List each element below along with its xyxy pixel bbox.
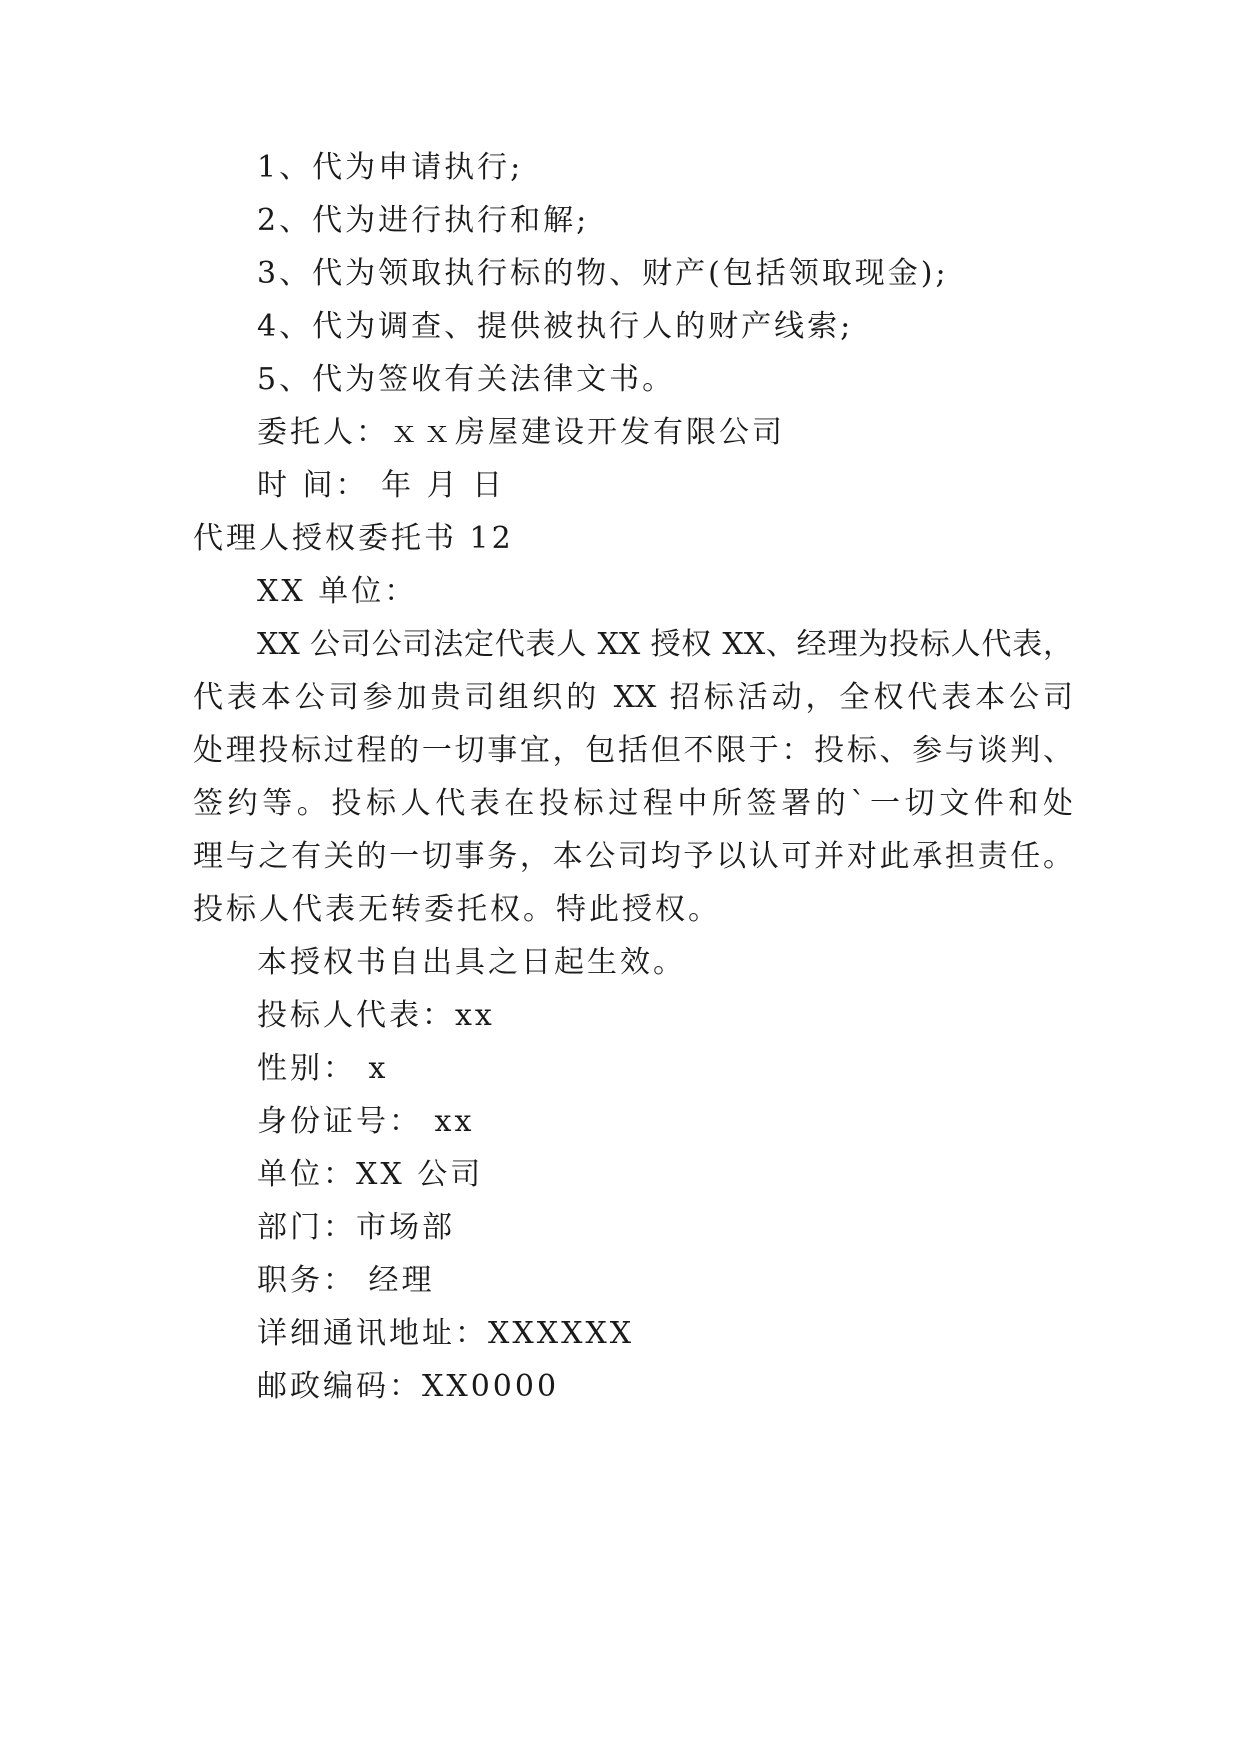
field-unit: 单位：XX 公司 [257,1157,484,1192]
body-paragraph-line-6: 投标人代表无转委托权。特此授权。 [193,892,721,927]
authorization-item-2: 2、代为进行执行和解; [257,203,590,238]
field-gender: 性别： x [257,1051,389,1086]
body-paragraph-line-3: 处理投标过程的一切事宜，包括但不限于：投标、参与谈判、 [193,733,1073,768]
authorization-item-3: 3、代为领取执行标的物、财产(包括领取现金); [257,256,949,291]
addressee-line: XX 单位： [257,574,418,609]
body-paragraph-line-4: 签约等。投标人代表在投标过程中所签署的`一切文件和处 [193,786,1073,821]
authorization-item-5: 5、代为签收有关法律文书。 [257,362,676,397]
body-paragraph-line-1: XX 公司公司法定代表人 XX 授权 XX、经理为投标人代表， [257,627,1073,662]
section-title: 代理人授权委托书 12 [193,521,514,556]
field-position: 职务： 经理 [257,1263,435,1298]
date-line: 时 间： 年 月 日 [257,468,506,503]
authorization-item-1: 1、代为申请执行; [257,150,524,185]
field-id-number: 身份证号： xx [257,1104,475,1139]
principal-line: 委托人：ｘｘ房屋建设开发有限公司 [257,415,785,450]
field-representative: 投标人代表：xx [257,998,495,1033]
field-department: 部门：市场部 [257,1210,455,1245]
body-paragraph-line-5: 理与之有关的一切事务，本公司均予以认可并对此承担责任。 [193,839,1073,874]
authorization-item-4: 4、代为调查、提供被执行人的财产线索; [257,309,854,344]
field-postal-code: 邮政编码：XX0000 [257,1369,560,1404]
field-address: 详细通讯地址：XXXXXX [257,1316,635,1351]
effective-statement: 本授权书自出具之日起生效。 [257,945,686,980]
body-paragraph-line-2: 代表本公司参加贵司组织的 XX 招标活动，全权代表本公司 [193,680,1073,715]
